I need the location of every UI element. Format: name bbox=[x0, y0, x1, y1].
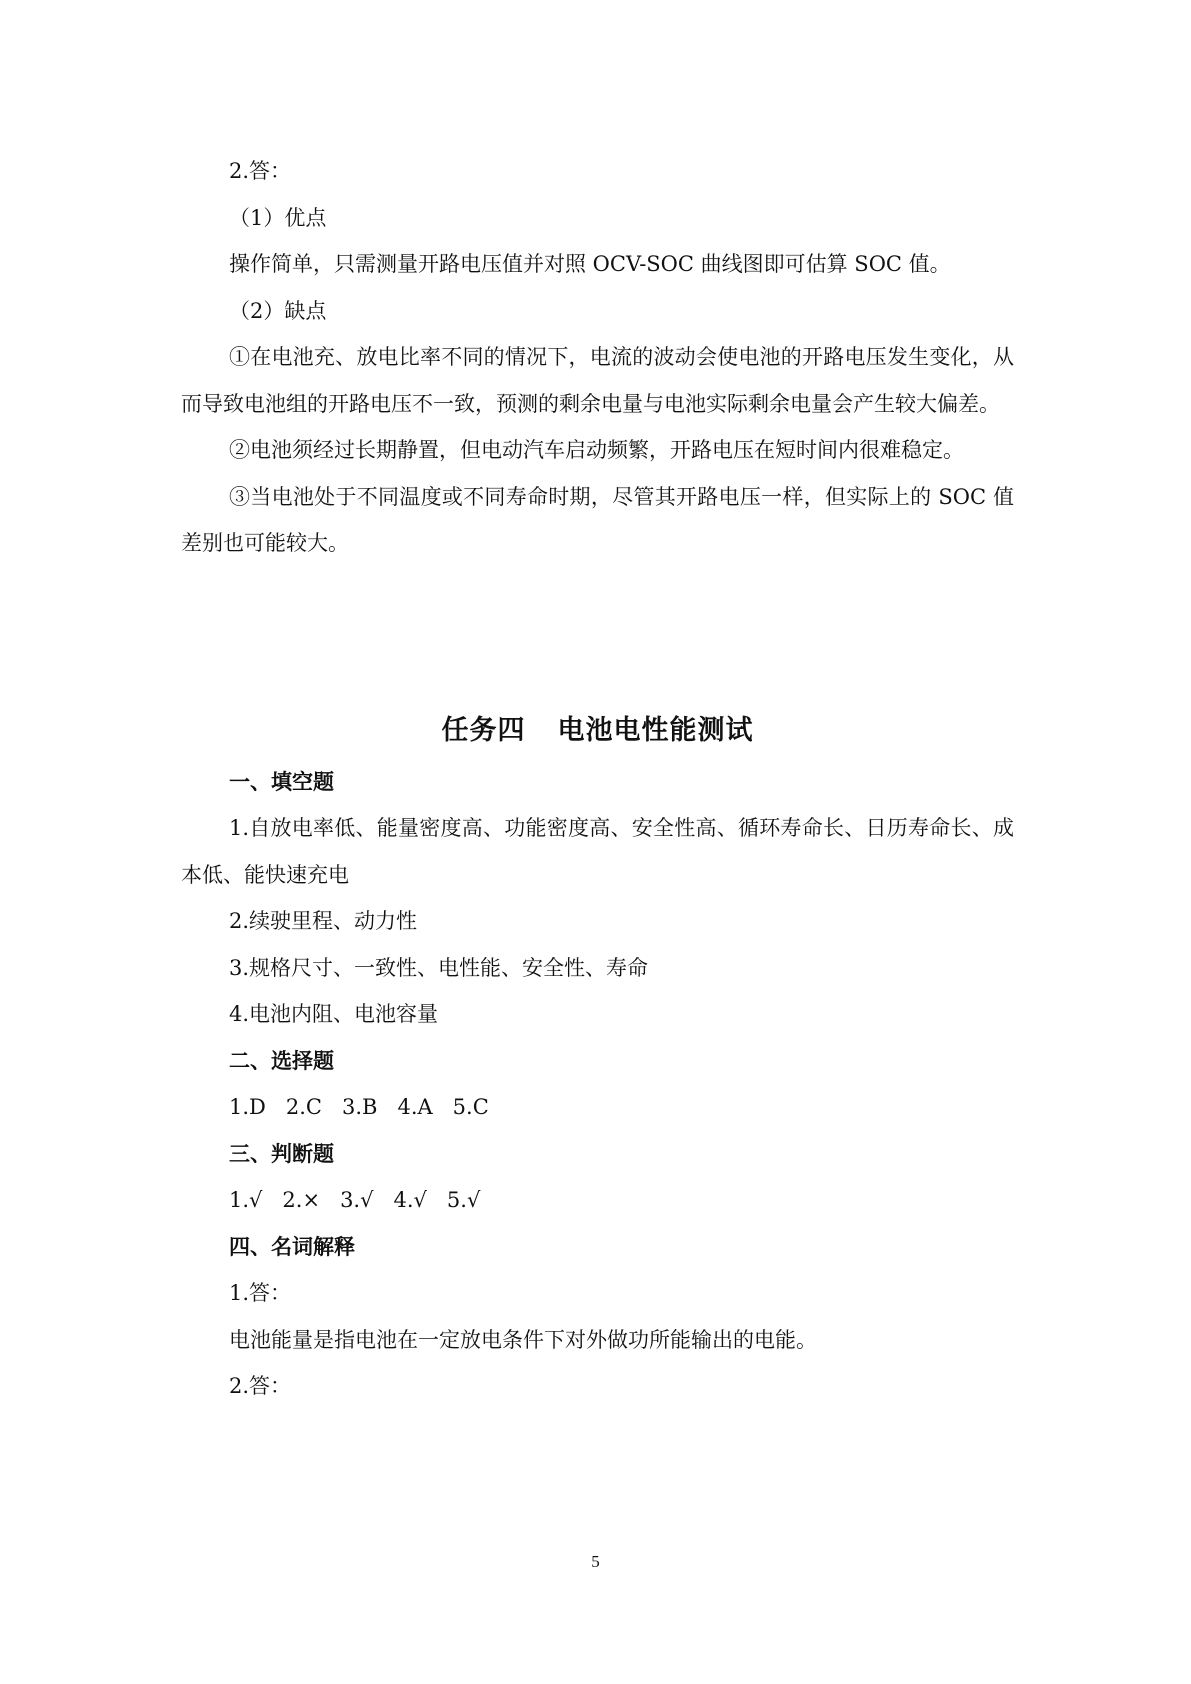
fill-blank-heading: 一、填空题 bbox=[229, 769, 334, 794]
fill-blank-item-3: 3.规格尺寸、一致性、电性能、安全性、寿命 bbox=[229, 955, 649, 980]
page-content bbox=[181, 148, 1014, 1410]
terms-answer-2-label: 2.答： bbox=[229, 1374, 292, 1398]
choice-answers bbox=[181, 1084, 1014, 1131]
fill-blank-item-4: 4.电池内阻、电池容量 bbox=[229, 1002, 439, 1026]
task-title bbox=[181, 711, 1014, 751]
answer-label: 2.答： bbox=[229, 159, 292, 183]
choice-answer: 2.C bbox=[285, 1095, 322, 1119]
fill-blank-item-1: 1.自放电率低、能量密度高、功能密度高、安全性高、循环寿命长、日历寿命长、成本低、能快速充电 bbox=[181, 816, 1014, 887]
judge-answer: 5.√ bbox=[446, 1188, 481, 1212]
cons-item-1: ①在电池充、放电比率不同的情况下，电流的波动会使电池的开路电压发生变化，从而导致电池组的开路电压不一致，预测的剩余电量与电池实际剩余电量会产生较大偏差。 bbox=[181, 345, 1014, 416]
judge-answer: 4.√ bbox=[393, 1188, 427, 1212]
choice-heading: 二、选择题 bbox=[229, 1048, 334, 1073]
cons-item-3: ③当电池处于不同温度或不同寿命时期，尽管其开路电压一样，但实际上的 SOC 值差别也可能较大。 bbox=[181, 484, 1014, 555]
choice-answer: 5.C bbox=[452, 1095, 489, 1119]
terms-answer-1-label: 1.答： bbox=[229, 1281, 292, 1305]
terms-answer-1-text: 电池能量是指电池在一定放电条件下对外做功所能输出的电能。 bbox=[229, 1327, 817, 1352]
fill-blank-item-2: 2.续驶里程、动力性 bbox=[229, 909, 418, 933]
task-name: 电池电性能测试 bbox=[557, 714, 754, 746]
choice-answer: 4.A bbox=[397, 1095, 433, 1119]
pros-label: （1）优点 bbox=[229, 205, 327, 230]
cons-item-2: ②电池须经过长期静置，但电动汽车启动频繁，开路电压在短时间内很难稳定。 bbox=[229, 438, 964, 462]
judge-answers bbox=[181, 1177, 1014, 1224]
judge-answer: 1.√ bbox=[229, 1188, 263, 1212]
cons-label: （2）缺点 bbox=[229, 298, 327, 323]
choice-answer: 1.D bbox=[229, 1095, 266, 1119]
pros-text: 操作简单，只需测量开路电压值并对照 OCV-SOC 曲线图即可估算 SOC 值。 bbox=[229, 252, 951, 276]
section-spacer bbox=[181, 567, 1014, 711]
judge-answer: 3.√ bbox=[340, 1188, 374, 1212]
choice-answer: 3.B bbox=[341, 1095, 378, 1119]
page-number: 5 bbox=[591, 1552, 600, 1571]
judge-answer: 2.× bbox=[282, 1188, 321, 1212]
judge-heading: 三、判断题 bbox=[229, 1141, 334, 1166]
terms-heading: 四、名词解释 bbox=[229, 1234, 355, 1259]
task-number: 任务四 bbox=[441, 714, 526, 746]
